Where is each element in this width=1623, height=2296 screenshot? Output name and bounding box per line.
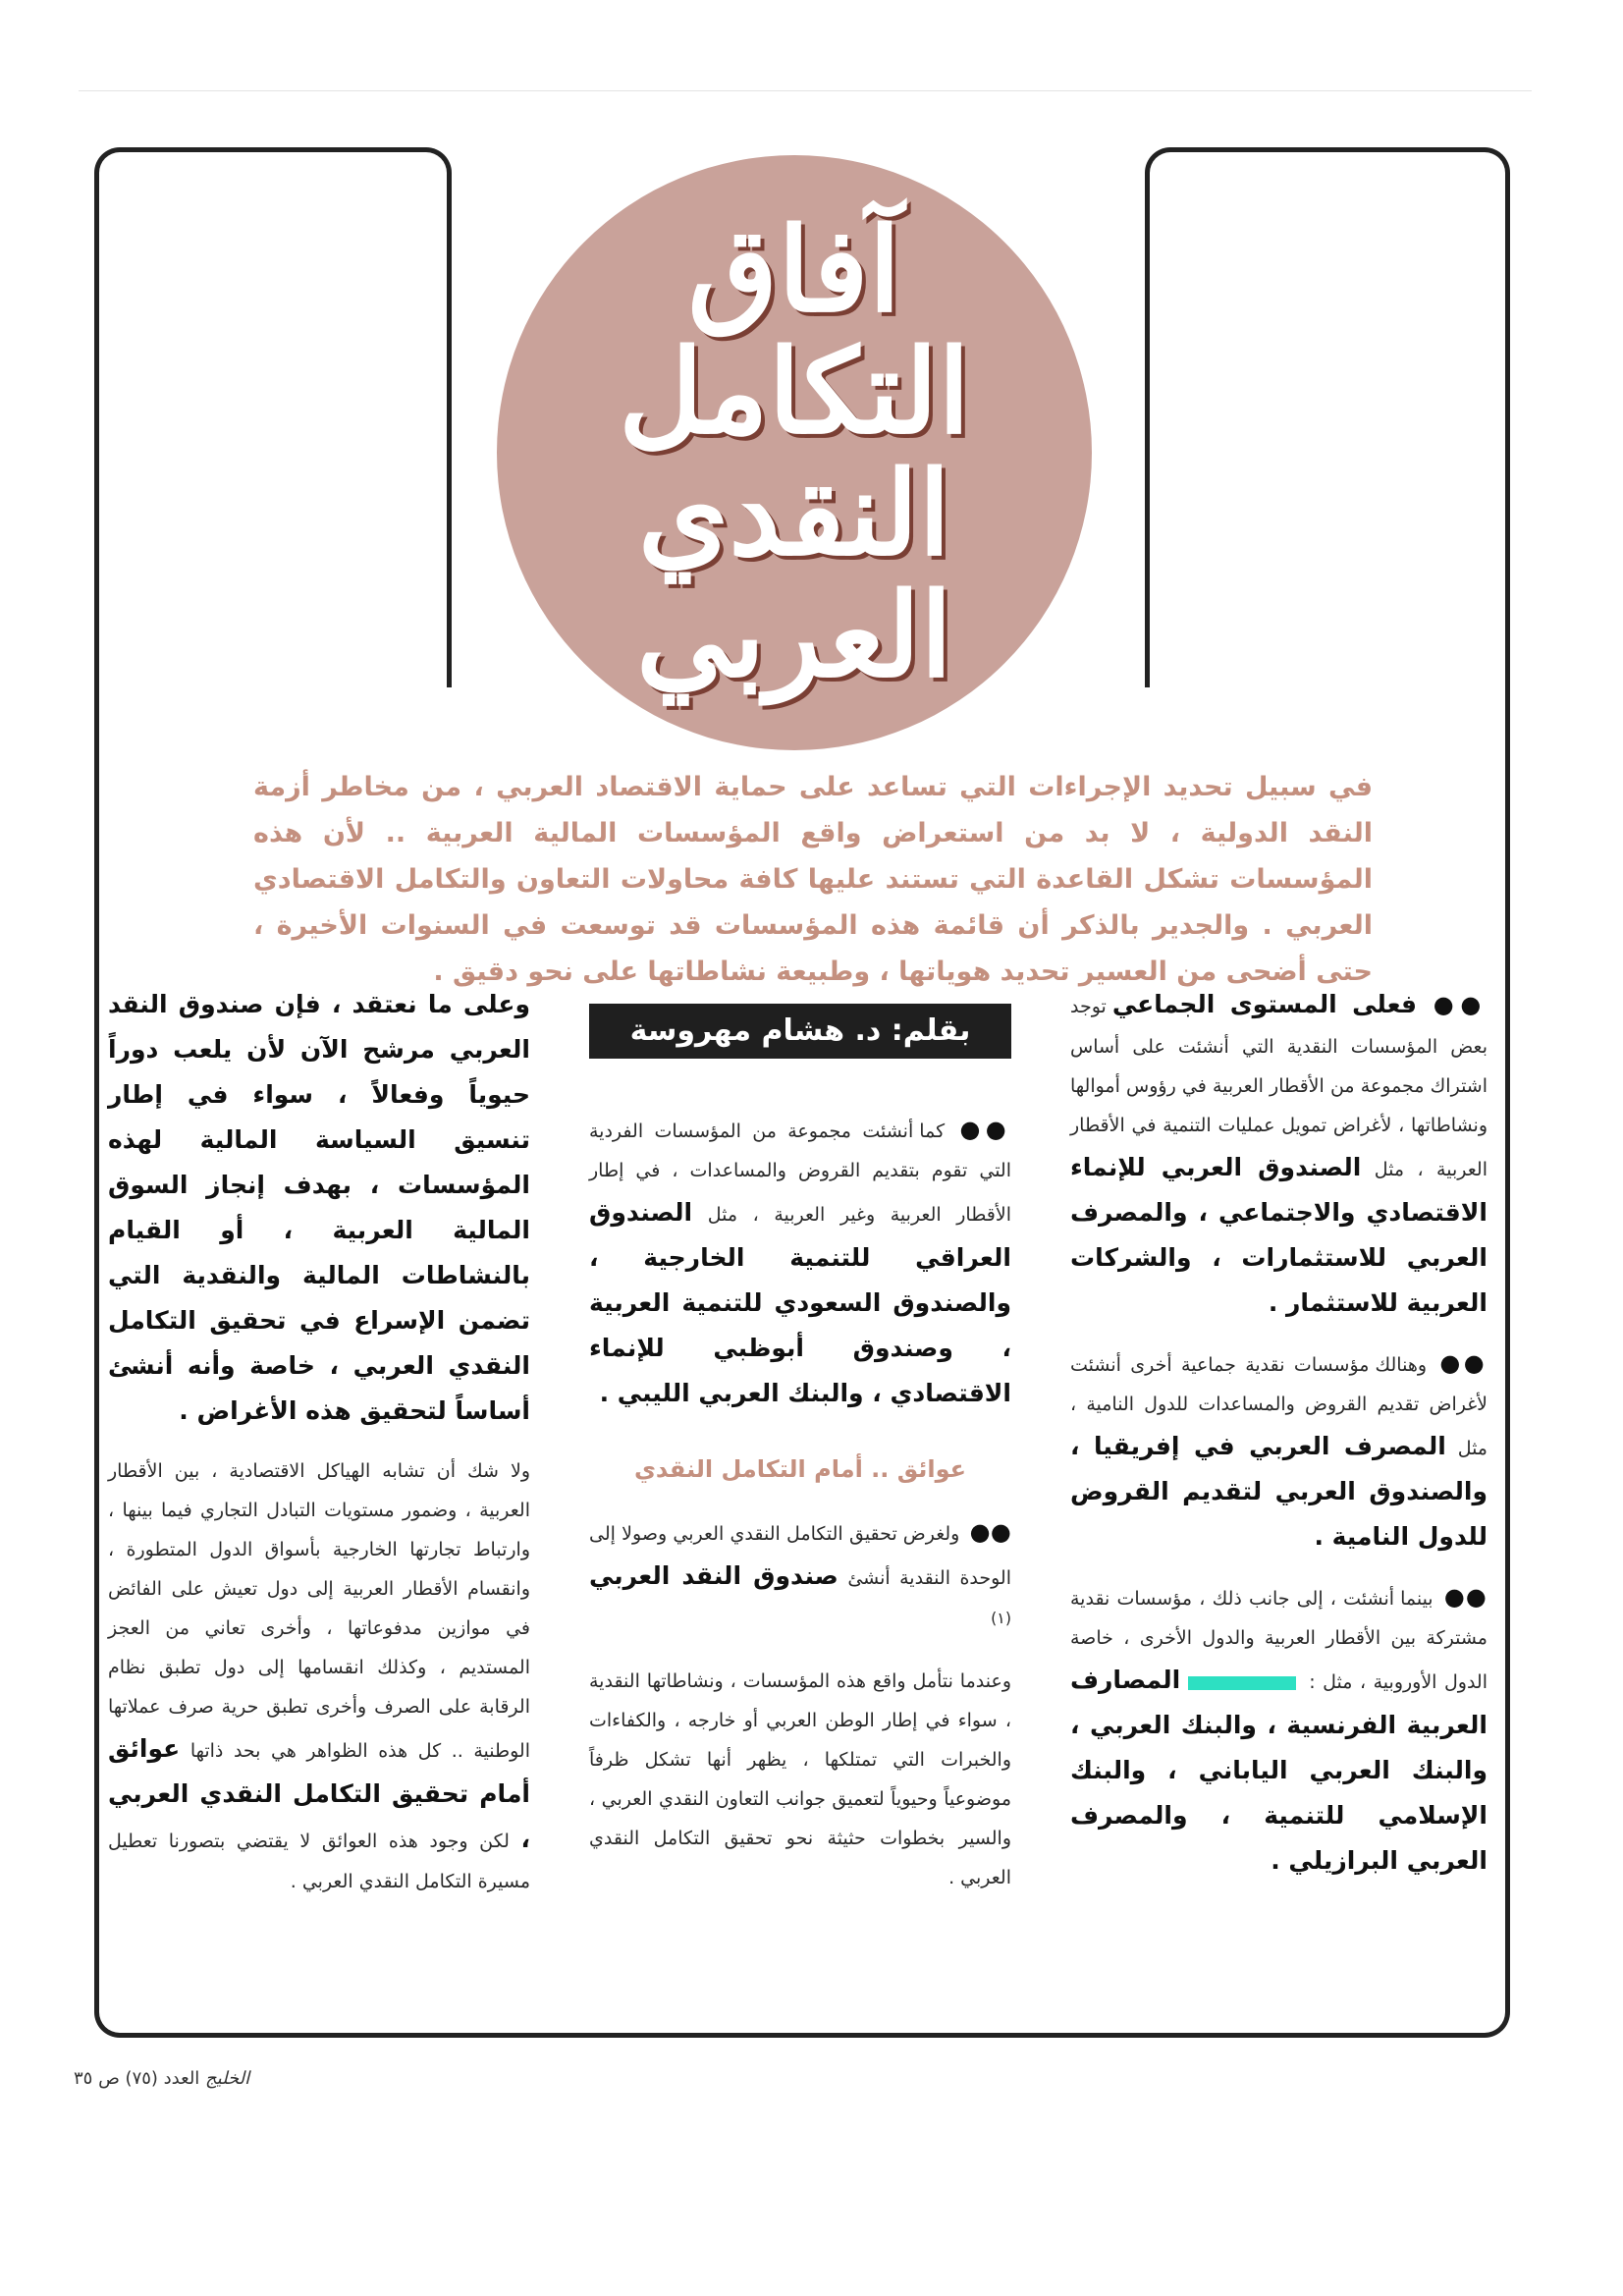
bullet-icon: ●● [1439,1349,1488,1377]
bullet-icon: ●● [959,1116,1011,1143]
title-line-1: آفاق [687,201,901,338]
paragraph [1070,982,1488,1326]
title-circle [497,155,1092,750]
issue-info: العدد (٧٥) ص ٣٥ [74,2068,200,2089]
paragraph [589,1662,1011,1897]
bold-text: المصرف العربي في إفريقيا ، والصندوق العربي لتقديم القروض للدول النامية . [1070,1432,1488,1551]
bold-text: الصندوق العراقي للتنمية الخارجية ، والصندوق السعودي للتنمية العربية ، وصندوق أبوظبي للإنماء الاقتصادي ، والبنك العربي الليبي . [589,1198,1011,1407]
bold-text: وعلى ما نعتقد ، فإن صندوق النقد العربي مرشح الآن لأن يلعب دوراً حيوياً وفعالاً ، سواء في إطار تنسيق السياسة المالية لهذه المؤسسات ، بهدف إنجاز السوق المالية العربية ، أو القيام بالنشاطات المالية والنقدية التي تضمن الإسراع في تحقيق التكامل النقدي العربي ، خاصة وأنه أنشئ أساساً لتحقيق هذه الأغراض . [108,990,530,1425]
title-line-2: التكامل [618,323,971,460]
column-middle [589,982,1011,1915]
byline: بقلم: د. هشام مهروسة [589,1004,1011,1059]
body-text: ولغرض تحقيق التكامل النقدي العربي وصولا إلى الوحدة النقدية أنشئ [589,1523,1011,1589]
intro-paragraph: في سبيل تحديد الإجراءات التي تساعد على حماية الاقتصاد العربي ، من مخاطر أزمة النقد الدولية ، لا بد من استعراض واقع المؤسسات المالية العربية .. لأن هذه المؤسسات تشكل القاعدة التي تستند عليها كافة محاولات التعاون والتكامل الاقتصادي العربي . والجدير بالذكر أن قائمة هذه المؤسسات قد توسعت في السنوات الأخيرة ، حتى أضحى من العسير تحديد هوياتها ، وطبيعة نشاطاتها على نحو دقيق . [253,772,1373,987]
body-text: توجد بعض المؤسسات النقدية التي أنشئت على أساس اشتراك مجموعة من الأقطار العربية في رؤوس أموالها ونشاطاتها ، لأغراض تمويل عمليات التنمية في الأقطار العربية ، مثل [1070,996,1488,1180]
body-text: ولا شك أن تشابه الهياكل الاقتصادية ، بين الأقطار العربية ، وضمور مستويات التبادل التجاري فيما بينها ، وارتباط تجارتها الخارجية بأسواق الدول المتطورة ، وانقسام الأقطار العربية إلى دول تعيش على الفائض في موازين مدفوعاتها ، وأخرى تعاني من العجز المستديم ، وكذلك انقسامها إلى دول تطبق نظام الرقابة على الصرف وأخرى تطبق حرية صرف عملاتها الوطنية .. كل هذه الظواهر هي بحد ذاتها [108,1460,530,1762]
lead-text: فعلى المستوى الجماعي [1111,990,1418,1018]
bullet-icon: ●● [1433,991,1488,1018]
body-text: لكن وجود هذه العوائق لا يقتضي بتصورنا تعطيل مسيرة التكامل النقدي العربي . [108,1831,530,1892]
frame-left [94,147,452,737]
title-line-3: النقدي [637,445,951,581]
magazine-name: الخليج [205,2068,250,2089]
paragraph [1070,1343,1488,1559]
bold-text: صندوق النقد العربي [589,1561,839,1590]
body-text: وعندما نتأمل واقع هذه المؤسسات ، ونشاطاتها النقدية ، سواء في إطار الوطن العربي أو خارجه ، والكفاءات والخبرات التي تمتلكها ، يظهر أنها تشكل ظرفاً موضوعياً وحيوياً لتعميق جوانب التعاون النقدي العربي ، والسير بخطوات حثيثة نحو تحقيق التكامل النقدي العربي . [589,1670,1011,1889]
paragraph [108,982,530,1434]
bold-text: المصارف العربية الفرنسية ، والبنك العربي ، والبنك العربي الياباني ، والبنك الإسلامي للتنمية ، والمصرف العربي البرازيلي . [1070,1666,1488,1875]
page-footer [74,2068,249,2089]
section-subhead: عوائق .. أمام التكامل النقدي [633,1455,967,1483]
paragraph [589,1512,1011,1644]
title-line-4: العربي [636,567,952,703]
top-rule [79,90,1532,91]
frame-right [1145,147,1510,737]
body-text: وهنالك مؤسسات نقدية جماعية أخرى أنشئت لأغراض تقديم القروض والمساعدات للدول النامية ، مثل [1070,1354,1488,1459]
paragraph [108,1451,530,1901]
bold-text: الصندوق العربي للإنماء الاقتصادي والاجتماعي ، والمصرف العربي للاستثمارات ، والشركات العربية للاستثمار . [1070,1153,1488,1317]
column-right [1070,982,1488,1901]
column-left [108,982,530,1919]
body-text: كما أنشئت مجموعة من المؤسسات الفردية التي تقوم بتقديم القروض والمساعدات ، في إطار الأقطار العربية وغير العربية ، مثل [589,1121,1011,1226]
highlight-mark [1188,1676,1296,1690]
bullet-icon: ●● [969,1518,1011,1546]
bullet-icon: ●● [1443,1583,1488,1611]
paragraph [589,1110,1011,1416]
footnote-ref: (١) [991,1609,1011,1627]
bold-text: عوائق أمام تحقيق التكامل النقدي العربي ، [108,1734,531,1853]
body-text: بينما أنشئت ، إلى جانب ذلك ، مؤسسات نقدية مشتركة بين الأقطار العربية والدول الأخرى ، خاصة الدول الأوروبية ، مثل : [1070,1588,1488,1693]
paragraph [1070,1577,1488,1884]
